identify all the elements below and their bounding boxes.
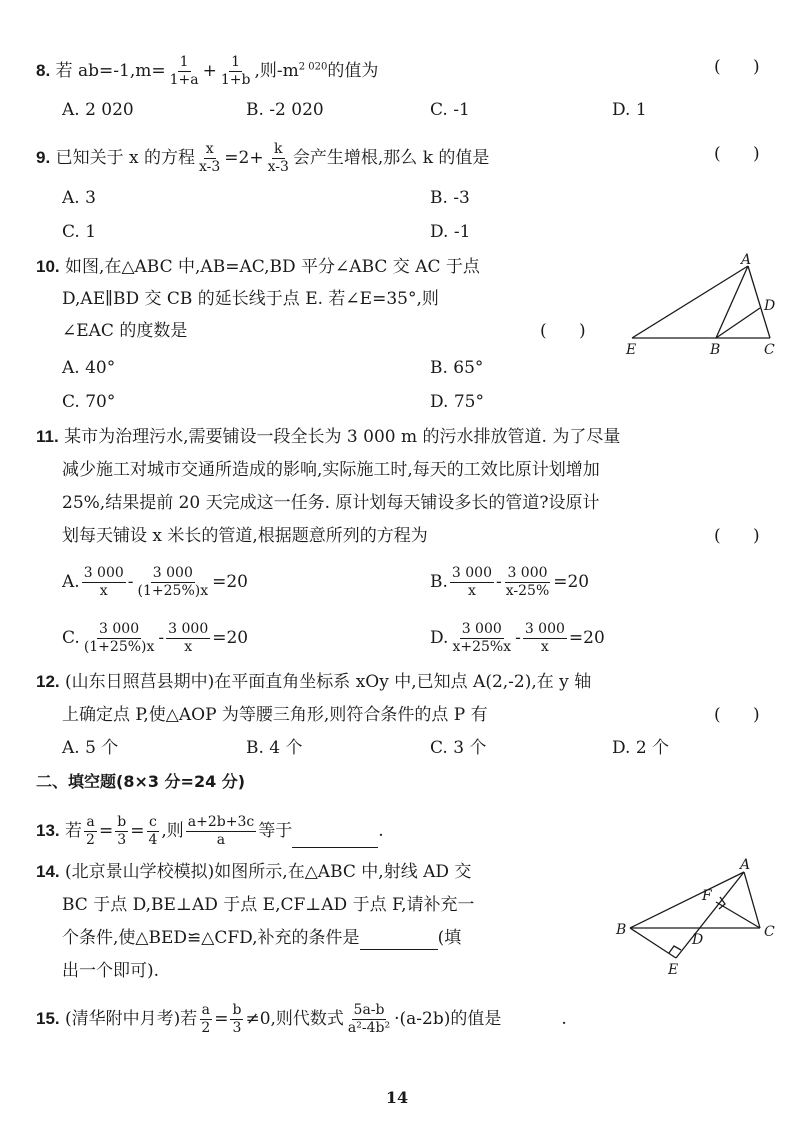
q10-label-d: D xyxy=(764,298,776,314)
q11-c-eq: =20 xyxy=(212,628,249,648)
q11-d-f1-den: x+25%x xyxy=(452,639,512,655)
q9-text-mid: =2+ xyxy=(224,148,264,168)
q10-line-1 xyxy=(36,255,480,279)
q15-f2-den: 3 xyxy=(232,1020,242,1036)
q11-line-3: 25%,结果提前 20 天完成这一任务. 原计划每天铺设多长的管道?设原计 xyxy=(62,493,600,513)
q10-label-c: C xyxy=(764,342,775,358)
q11-c-f2-den: x xyxy=(184,639,193,655)
q9-text-pre: 已知关于 x 的方程 xyxy=(55,148,195,168)
q12-option-c[interactable]: C. 3 个 xyxy=(430,738,487,758)
q11-number: 11. xyxy=(36,427,59,446)
q15-eq: = xyxy=(214,1009,229,1029)
q13-frac-1 xyxy=(84,815,97,848)
q13-f2-den: 3 xyxy=(117,832,127,848)
q11-line-1 xyxy=(36,425,620,449)
q11-b-f2-den: x-25% xyxy=(505,583,550,599)
q14-label-e: E xyxy=(668,962,679,978)
q8-f2-den: 1+b xyxy=(220,72,251,88)
q11-b-frac-1 xyxy=(450,566,494,599)
q12-option-b[interactable]: B. 4 个 xyxy=(246,738,303,758)
q11-c-frac-2 xyxy=(166,622,210,655)
q8-f1-num: 1 xyxy=(179,54,189,70)
q15-f1-den: 2 xyxy=(201,1020,211,1036)
q13-frac-4 xyxy=(186,815,256,848)
q12-text-1: (山东日照莒县期中)在平面直角坐标系 xOy 中,已知点 A(2,-2),在 y 轴 xyxy=(65,672,592,692)
q15-f2-num: b xyxy=(232,1002,242,1018)
q14-label-d: D xyxy=(692,932,704,948)
section-fill-in-title: 二、填空题(8×3 分=24 分) xyxy=(36,772,246,791)
q10-option-b[interactable]: B. 65° xyxy=(430,358,484,378)
q14-line-4: 出一个即可). xyxy=(62,961,160,981)
q11-a-frac-1 xyxy=(82,566,126,599)
q11-d-op: - xyxy=(515,628,521,648)
q10-label-e: E xyxy=(626,342,637,358)
q11-line-4: 划每天铺设 x 米长的管道,根据题意所列的方程为 xyxy=(62,526,428,546)
q11-answer-paren[interactable]: ( ) xyxy=(714,526,760,546)
q10-line-3: ∠EAC 的度数是 xyxy=(62,321,188,341)
q11-d-label: D. xyxy=(430,628,449,648)
q12-answer-paren[interactable]: ( ) xyxy=(714,705,760,725)
q9-f1-num: x xyxy=(205,141,214,157)
q11-b-f1-den: x xyxy=(468,583,476,599)
q11-text-1: 某市为治理污水,需要铺设一段全长为 3 000 m 的污水排放管道. 为了尽量 xyxy=(64,427,621,447)
q14-label-a: A xyxy=(740,857,751,873)
q14-text-3a: 个条件,使△BED≌△CFD,补充的条件是 xyxy=(62,928,360,948)
q13-eq-1: = xyxy=(98,821,114,841)
q15-f3-num: 5a-b xyxy=(353,1002,385,1018)
q14-text-3b: (填 xyxy=(437,928,462,948)
q13-frac-2 xyxy=(115,815,128,848)
q15-text-pre: (清华附中月考)若 xyxy=(65,1009,198,1029)
q10-label-b: B xyxy=(710,342,721,358)
q8-answer-paren[interactable]: ( ) xyxy=(714,57,760,77)
q9-f2-num: k xyxy=(274,141,283,157)
q13-number: 13. xyxy=(36,821,60,840)
q10-number: 10. xyxy=(36,257,60,276)
q12-option-a[interactable]: A. 5 个 xyxy=(62,738,119,758)
q13-f3-num: c xyxy=(148,814,157,830)
q9-f2-den: x-3 xyxy=(267,159,289,175)
q13-text-pre: 若 xyxy=(65,821,83,841)
q15-frac-3 xyxy=(346,1003,392,1036)
q11-b-frac-2 xyxy=(504,566,552,599)
q11-a-op: - xyxy=(127,572,134,592)
q10-answer-paren[interactable]: ( ) xyxy=(540,321,586,341)
q13-f4-den: a xyxy=(216,832,226,848)
q13-answer-blank[interactable] xyxy=(292,827,378,848)
q10-line-2: D,AE∥BD 交 CB 的延长线于点 E. 若∠E=35°,则 xyxy=(62,289,439,309)
q10-option-c[interactable]: C. 70° xyxy=(62,392,116,412)
q11-b-eq: =20 xyxy=(553,572,590,592)
q11-a-f1-den: x xyxy=(99,583,108,599)
q11-b-op: - xyxy=(496,572,502,592)
q13-frac-3 xyxy=(146,815,159,848)
q11-c-f1-den: (1+25%)x xyxy=(83,639,155,655)
q14-number: 14. xyxy=(36,862,60,881)
q11-d-frac-2 xyxy=(523,622,567,655)
q13-stem xyxy=(36,815,384,848)
q11-a-label: A. xyxy=(62,572,80,592)
q8-fraction-1 xyxy=(168,55,201,88)
q8-option-d[interactable]: D. 1 xyxy=(612,100,647,120)
q8-fraction-2 xyxy=(219,55,253,88)
q10-segment-ea xyxy=(632,266,748,338)
q10-option-d[interactable]: D. 75° xyxy=(430,392,484,412)
q15-end: . xyxy=(561,1009,567,1029)
q10-option-a[interactable]: A. 40° xyxy=(62,358,116,378)
q9-f1-den: x-3 xyxy=(199,159,221,175)
q8-option-b[interactable]: B. -2 020 xyxy=(246,100,324,120)
q11-b-f2-num: 3 000 xyxy=(507,565,548,581)
q11-option-c[interactable] xyxy=(62,622,248,655)
q12-line-2: 上确定点 P,使△AOP 为等腰三角形,则符合条件的点 P 有 xyxy=(62,705,488,725)
q11-a-f2-den: (1+25%)x xyxy=(137,583,209,599)
q11-b-f1-num: 3 000 xyxy=(451,565,492,581)
q8-plus: + xyxy=(202,61,217,81)
q8-f2-num: 1 xyxy=(231,54,241,70)
q15-number: 15. xyxy=(36,1009,60,1028)
q13-f3-den: 4 xyxy=(148,832,158,848)
q12-number: 12. xyxy=(36,672,60,691)
q9-fraction-1 xyxy=(197,142,222,175)
q11-c-op: - xyxy=(158,628,165,648)
q13-f4-num: a+2b+3c xyxy=(187,814,255,830)
q8-f1-den: 1+a xyxy=(169,72,199,88)
q14-segment-be xyxy=(630,928,676,958)
q10-triangle-figure xyxy=(622,252,782,360)
q8-text-post: 的值为 xyxy=(327,61,379,81)
q14-answer-blank[interactable] xyxy=(360,929,438,950)
q14-text-1: (北京景山学校模拟)如图所示,在△ABC 中,射线 AD 交 xyxy=(65,862,472,882)
q9-fraction-2 xyxy=(266,142,291,175)
q8-stem xyxy=(36,55,378,88)
q15-stem xyxy=(36,1003,567,1036)
q15-frac-2 xyxy=(230,1003,243,1036)
q9-option-a[interactable]: A. 3 xyxy=(62,188,96,208)
q13-f1-den: 2 xyxy=(86,832,95,848)
q13-f1-num: a xyxy=(86,814,95,830)
q11-option-b[interactable] xyxy=(430,566,589,599)
q8-number: 8. xyxy=(36,61,51,80)
q8-text-pre: 若 ab=-1,m= xyxy=(55,61,166,81)
q9-option-c[interactable]: C. 1 xyxy=(62,222,97,242)
q8-option-a[interactable]: A. 2 020 xyxy=(62,100,134,120)
q11-c-f2-num: 3 000 xyxy=(168,621,209,637)
q15-answer-blank[interactable] xyxy=(501,1016,561,1036)
q13-f2-num: b xyxy=(117,814,127,830)
q14-label-f: F xyxy=(702,888,712,904)
q11-a-frac-2 xyxy=(136,566,211,599)
q9-option-b[interactable]: B. -3 xyxy=(430,188,470,208)
q9-option-d[interactable]: D. -1 xyxy=(430,222,471,242)
q11-d-eq: =20 xyxy=(568,628,605,648)
q12-line-1 xyxy=(36,670,591,694)
q15-frac-1 xyxy=(199,1003,212,1036)
q14-line-3 xyxy=(62,926,461,950)
q13-text-post: 等于 xyxy=(258,821,293,841)
q14-triangle-figure xyxy=(612,856,784,978)
q13-eq-2: = xyxy=(130,821,145,841)
q14-label-c: C xyxy=(764,924,775,940)
q9-text-post: 会产生增根,那么 k 的值是 xyxy=(292,148,490,168)
q9-stem xyxy=(36,142,489,175)
q12-option-d[interactable]: D. 2 个 xyxy=(612,738,670,758)
q14-ray-ad xyxy=(676,872,744,958)
q10-text-1: 如图,在△ABC 中,AB=AC,BD 平分∠ABC 交 AC 于点 xyxy=(65,257,480,277)
q11-option-a[interactable] xyxy=(62,566,248,599)
q13-end: . xyxy=(378,821,384,841)
q15-f3-den: a²-4b² xyxy=(347,1020,391,1036)
q11-c-f1-num: 3 000 xyxy=(99,621,140,637)
q11-option-d[interactable] xyxy=(430,622,605,655)
q9-answer-paren[interactable]: ( ) xyxy=(714,144,760,164)
q14-label-b: B xyxy=(616,922,627,938)
q8-exponent: 2 020 xyxy=(298,61,328,73)
q8-option-c[interactable]: C. -1 xyxy=(430,100,470,120)
q11-a-eq: =20 xyxy=(212,572,248,592)
q11-d-frac-1 xyxy=(450,622,513,655)
q11-d-f2-den: x xyxy=(540,639,549,655)
q11-c-label: C. xyxy=(62,628,80,648)
q11-b-label: B. xyxy=(430,572,448,592)
page-number: 14 xyxy=(385,1088,409,1107)
q15-text-mid: ≠0,则代数式 xyxy=(245,1009,344,1029)
q14-line-2: BC 于点 D,BE⊥AD 于点 E,CF⊥AD 于点 F,请补充一 xyxy=(62,895,475,915)
q13-text-mid: ,则 xyxy=(161,821,184,841)
q9-number: 9. xyxy=(36,148,51,167)
q11-a-f2-num: 3 000 xyxy=(152,565,193,581)
q11-line-2: 减少施工对城市交通所造成的影响,实际施工时,每天的工效比原计划增加 xyxy=(62,460,600,480)
q15-f1-num: a xyxy=(201,1002,210,1018)
q15-text-post: ·(a-2b)的值是 xyxy=(394,1009,502,1029)
q8-text-mid: ,则-m xyxy=(254,61,299,81)
q14-line-1 xyxy=(36,860,471,884)
q11-a-f1-num: 3 000 xyxy=(83,565,124,581)
q11-c-frac-1 xyxy=(82,622,157,655)
q14-right-angle-e xyxy=(669,946,681,953)
q14-segment-ba xyxy=(630,872,744,928)
q11-d-f2-num: 3 000 xyxy=(524,621,565,637)
q10-label-a: A xyxy=(741,252,752,268)
q11-d-f1-num: 3 000 xyxy=(461,621,502,637)
